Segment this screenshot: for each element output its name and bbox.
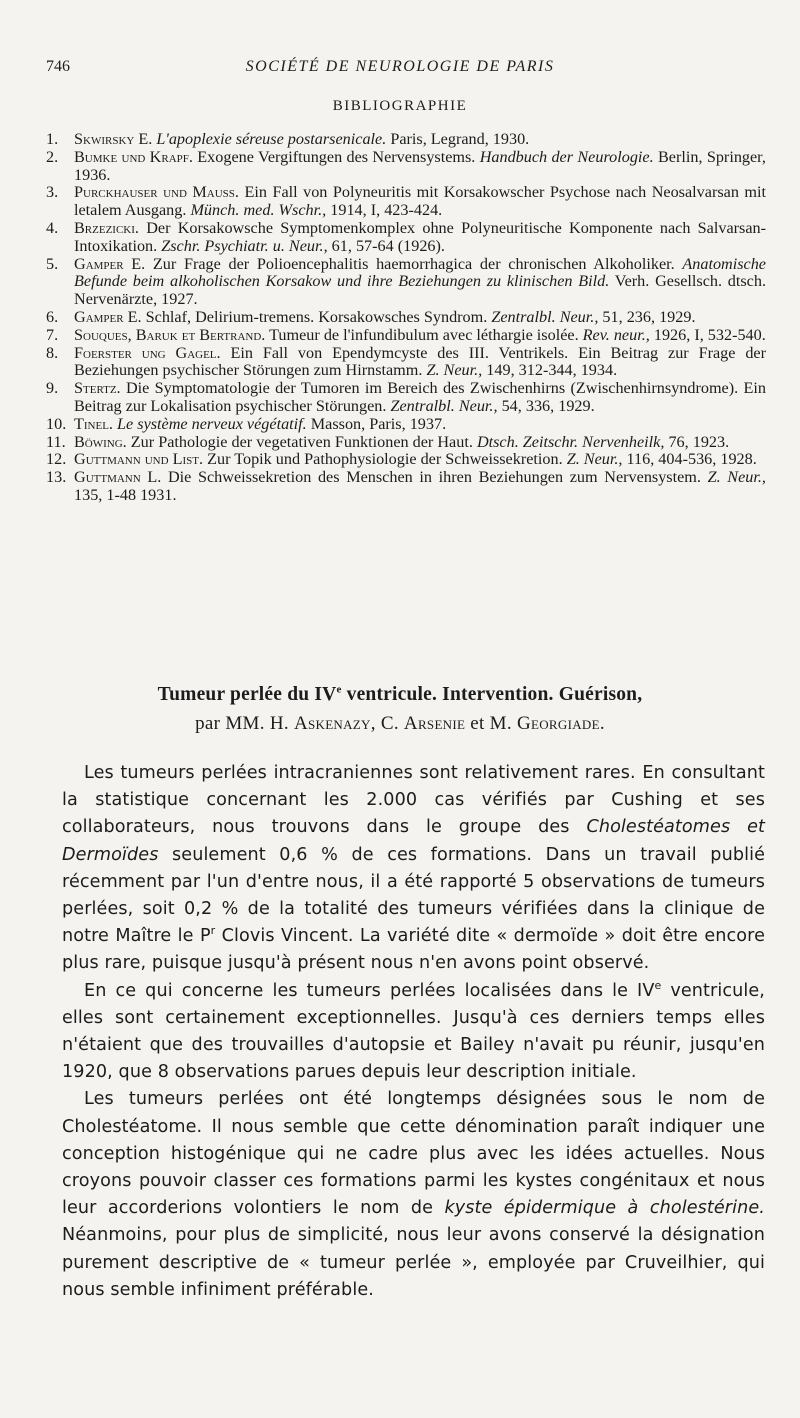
reference-number: 8. [46, 343, 59, 362]
reference-details: 54, 336, 1929. [497, 396, 595, 415]
reference-text: Der Korsakowsche Symptomenkomplex ohne Polyneuritische Komponente nach Salvarsan-Intoxikation. [74, 218, 766, 255]
reference-number: 4. [46, 218, 59, 237]
reference-text: Schlaf, Delirium-tremens. Korsakowsches Syndrom. [141, 307, 492, 326]
reference-details: 116, 404-536, 1928. [622, 450, 757, 469]
reference-number: 6. [46, 307, 59, 326]
bibliography-title: BIBLIOGRAPHIE [332, 98, 468, 114]
reference-number: 12. [46, 450, 67, 469]
reference-source: Rev. neur., [582, 325, 650, 344]
reference-authors: Gamper E. [74, 254, 146, 273]
reference-source: Zschr. Psychiatr. u. Neur., [161, 236, 328, 255]
reference-source: Dtsch. Zeitschr. Nervenheilk, [476, 432, 665, 451]
reference-details: 1914, I, 423-424. [326, 201, 443, 220]
reference-text: Tumeur de l'infundibulum avec léthargie isolée. [265, 325, 583, 344]
reference-number: 7. [46, 325, 59, 344]
reference-source: Z. Neur., [566, 450, 623, 469]
body-paragraph-2: En ce qui concerne les tumeurs perlées localisées dans le IVe ventricule, elles sont certainement exceptionnelles. Jusqu'à ces derniers temps elles n'étaient que des trouvailles d'autopsie et Bailey n'avait pu réunir, jusqu'en 1920, que 8 observations parues depuis leur description initiale. [62, 978, 766, 1083]
reference-item [46, 220, 766, 256]
reference-item [46, 309, 766, 327]
reference-text: Ein Fall von Polyneuritis mit Korsakowscher Psychose nach Neosalvarsan mit letalem Ausgang. [74, 183, 766, 220]
reference-number: 11. [46, 432, 66, 451]
reference-number: 9. [46, 379, 59, 398]
reference-details: 1926, I, 532-540. [649, 325, 766, 344]
reference-text: Zur Pathologie der vegetativen Funktionen der Haut. [126, 432, 477, 451]
reference-source: Z. Neur., [426, 361, 483, 380]
reference-number: 10. [46, 414, 67, 433]
reference-source: Zentralbl. Neur., [491, 307, 599, 326]
running-title: SOCIÉTÉ DE NEUROLOGIE DE PARIS [245, 58, 555, 75]
reference-item [46, 256, 766, 309]
reference-item [46, 184, 766, 220]
reference-item [46, 434, 766, 452]
reference-item [46, 327, 766, 345]
body-paragraph-3: Les tumeurs perlées ont été longtemps désignées sous le nom de Cholestéatome. Il nous semble que cette dénomination paraît indiquer une conception histogénique qui ne cadre plus avec les idées actuelles. Nous croyons pouvoir classer ces formations parmi les kystes congénitaux et nous leur accorderions volontiers le nom de kyste épidermique à cholestérine. Néanmoins, pour plus de simplicité, nous leur avons conservé la désignation purement descriptive de « tumeur perlée », employée par Cruveilhier, qui nous semble infiniment préférable. [62, 1089, 765, 1300]
reference-details: Paris, Legrand, 1930. [386, 130, 530, 148]
reference-source: Zentralbl. Neur., [390, 396, 498, 415]
article-body [62, 760, 765, 1304]
reference-source: Handbuch der Neurologie. [479, 147, 654, 166]
reference-authors: Guttmann L. [74, 468, 162, 487]
reference-authors: Foerster ung Gagel. [74, 343, 221, 362]
reference-authors: Souques, Baruk et Bertrand. [74, 325, 266, 344]
reference-text: Zur Frage der Polioencephalitis haemorrhagica der chronischen Alkoholiker. [145, 254, 683, 273]
reference-number: 3. [46, 183, 59, 202]
reference-item [46, 149, 766, 185]
reference-item [46, 469, 766, 505]
reference-item [46, 416, 766, 434]
reference-source: Z. Neur., [707, 468, 766, 487]
reference-source: Anatomische Befunde beim alkoholischen Korsakow und ihre Beziehungen zu klinischen Bild. [74, 254, 766, 291]
reference-details: 135, 1-48 1931. [74, 485, 177, 504]
reference-number: 13. [46, 468, 67, 487]
reference-text: Die Symptomatologie der Tumoren im Bereich des Zwischenhirns (Zwischenhirnsyndrome). Ein Beitrag zur Lokalisation psychischer Störungen. [74, 379, 766, 415]
bibliography-list [46, 131, 766, 505]
reference-number: 5. [46, 254, 59, 273]
reference-authors: Böwing. [74, 432, 127, 451]
reference-number: 1. [46, 130, 59, 148]
reference-source: Le système nerveux végétatif. [117, 414, 307, 433]
reference-source: L'apoplexie séreuse postarsenicale. [156, 130, 387, 148]
article-authors: par MM. H. Askenazy, C. Arsenie et M. Georgiade. [195, 713, 605, 734]
page-header [46, 58, 754, 82]
reference-details: 149, 312-344, 1934. [482, 361, 618, 380]
reference-item [46, 345, 766, 381]
reference-details: Verh. Gesellsch. dtsch. Nervenärzte, 1927. [74, 272, 767, 309]
reference-item [46, 131, 766, 149]
reference-authors: Stertz. [74, 379, 121, 398]
reference-details: 76, 1923. [664, 432, 730, 451]
reference-text: Die Schweissekretion des Menschen in ihren Beziehungen zum Nervensystem. [161, 468, 708, 487]
reference-text: Exogene Vergiftungen des Nervensystems. [192, 147, 480, 166]
reference-authors: Gamper E. [74, 307, 142, 326]
reference-authors: Brzezicki. [74, 218, 139, 237]
reference-authors: Guttmann und List. [74, 450, 204, 469]
article-title: Tumeur perlée du IVe ventricule. Intervention. Guérison, [157, 683, 643, 705]
reference-details: Berlin, Springer, 1936. [74, 147, 766, 184]
reference-authors: Skwirsky E. [74, 130, 153, 148]
reference-item [46, 380, 766, 416]
reference-authors: Purckhauser und Mauss. [74, 183, 239, 202]
reference-authors: Tinel. [74, 414, 113, 433]
reference-item [46, 451, 766, 469]
reference-authors: Bumke und Krapf. [74, 147, 193, 166]
reference-details: 51, 236, 1929. [598, 307, 696, 326]
body-paragraph-1: Les tumeurs perlées intracraniennes sont relativement rares. En consultant la statistique concernant les 2.000 cas vérifiés par Cushing et ses collaborateurs, nous trouvons dans le groupe des Cholestéatomes et Dermoïdes seulement 0,6 % de ces formations. Dans un travail publié récemment par l'un d'entre nous, il a été rapporté 5 observations de tumeurs perlées, soit 0,2 % de la totalité des tumeurs vérifiées dans la clinique de notre Maître le $P^r$ Clovis Vincent. La variété dite « dermoïde » doit être encore plus rare, puisque jusqu'à présent nous n'en avons point observé. [62, 763, 766, 974]
reference-text: Ein Fall von Ependymcyste des III. Ventrikels. Ein Beitrag zur Frage der Beziehungen psychischer Störungen zum Hirnstamm. [74, 343, 766, 380]
reference-number: 2. [46, 147, 59, 166]
page-number: 746 [46, 58, 70, 75]
reference-text: Zur Topik und Pathophysiologie der Schweissekretion. [203, 450, 567, 469]
reference-details: Masson, Paris, 1937. [306, 414, 447, 433]
reference-source: Münch. med. Wschr., [190, 201, 327, 220]
reference-details: 61, 57-64 (1926). [327, 236, 445, 255]
